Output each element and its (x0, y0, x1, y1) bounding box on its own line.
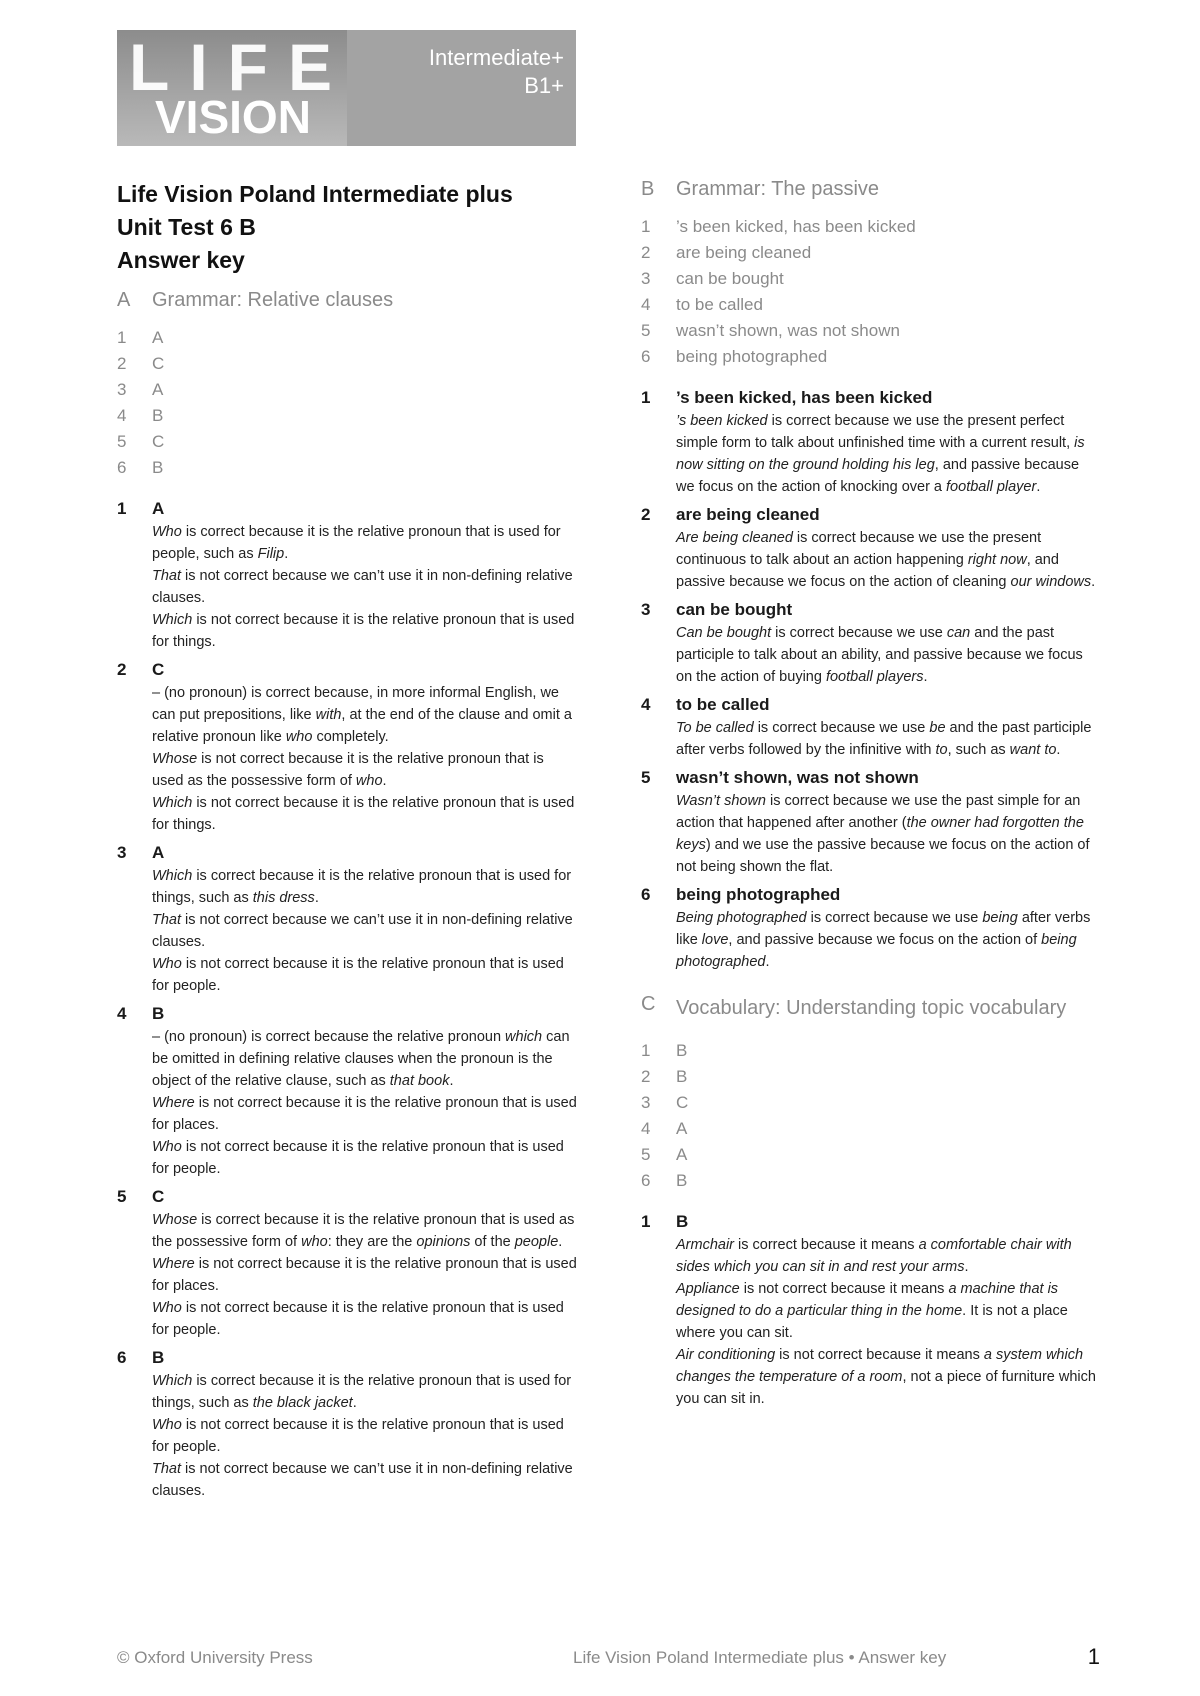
answer-key-item (641, 1038, 1101, 1064)
text-run: . (765, 954, 770, 970)
item-number: 1 (641, 217, 651, 236)
explanation-answer: A (152, 843, 165, 862)
text-run: ) and we use the passive because we focus on the action of not being shown the flat. (676, 837, 1090, 875)
section-title: Grammar: The passive (676, 178, 880, 200)
text-run: is not correct because it means (775, 1347, 984, 1363)
explanation-number: 3 (117, 843, 127, 862)
explanation-item (641, 693, 1101, 761)
italic-term: Are being cleaned (676, 530, 793, 546)
text-run: . (964, 1259, 969, 1275)
answer-key-item (641, 266, 1101, 292)
item-answer: A (152, 380, 164, 399)
item-number: 6 (641, 347, 651, 366)
explanation-number: 6 (117, 1348, 127, 1367)
italic-term: right now (967, 552, 1027, 568)
answer-key-item (641, 1064, 1101, 1090)
explanation-answer: being photographed (676, 885, 841, 904)
italic-term: a comfortable chair with sides which you can sit in and rest your arms (676, 1237, 1072, 1275)
italic-term: Who (152, 524, 182, 540)
section-b (641, 176, 1101, 973)
text-run: – (no pronoun) is correct because the relative pronoun (152, 1029, 506, 1045)
explanation-text (152, 521, 577, 565)
explanation-body (676, 503, 1101, 593)
explanation-text (152, 682, 577, 748)
item-answer: B (676, 1041, 688, 1060)
explanation-answer: A (152, 499, 165, 518)
item-answer: are being cleaned (676, 243, 812, 262)
italic-term: who (301, 1234, 328, 1250)
answer-key-item (641, 1116, 1101, 1142)
text-run: is correct because we use the present continuous to talk about an action happening (676, 530, 1042, 568)
item-answer: A (152, 328, 164, 347)
answer-key-item (117, 351, 577, 377)
italic-term: this dress (252, 890, 315, 906)
answer-key-item (117, 429, 577, 455)
text-run: . (314, 890, 319, 906)
italic-term: which (505, 1029, 543, 1045)
explanation-answer: C (152, 660, 165, 679)
text-run: . (284, 546, 289, 562)
italic-term: Where (152, 1256, 195, 1272)
text-run: . (1056, 742, 1061, 758)
item-number: 4 (641, 295, 651, 314)
italic-term: love (701, 932, 729, 948)
text-run: is correct because it is the relative pronoun that is used for things, such as (152, 868, 572, 906)
explanation-text (152, 748, 577, 792)
explanation-text (676, 1344, 1101, 1410)
item-answer: ’s been kicked, has been kicked (676, 217, 916, 236)
explanation-text (676, 907, 1101, 973)
answer-key-list (117, 325, 577, 481)
text-run: , and passive because we focus on the action of knocking over a (676, 457, 1080, 495)
explanation-number: 5 (641, 768, 651, 787)
text-run: . (382, 773, 387, 789)
italic-term: the black jacket (252, 1395, 353, 1411)
italic-term: to (935, 742, 948, 758)
item-number: 1 (641, 1041, 651, 1060)
explanation-item (641, 386, 1101, 498)
section-heading (641, 176, 1101, 202)
explanation-item (641, 1210, 1101, 1410)
text-run: is correct because we use (806, 910, 983, 926)
item-answer: B (152, 458, 164, 477)
explanation-answer: C (152, 1187, 165, 1206)
section-title: Vocabulary: Understanding topic vocabulary (676, 997, 1067, 1019)
italic-term: Which (152, 612, 193, 628)
section-heading (117, 287, 577, 313)
explanation-answer: wasn’t shown, was not shown (676, 768, 919, 787)
section-title: Grammar: Relative clauses (152, 289, 394, 311)
section-letter: A (117, 289, 131, 311)
item-number: 2 (641, 1067, 651, 1086)
item-number: 5 (641, 321, 651, 340)
item-number: 6 (641, 1171, 651, 1190)
explanation-body (676, 386, 1101, 498)
title-line-3: Answer key (117, 247, 245, 273)
item-number: 5 (117, 432, 127, 451)
italic-term: be (929, 720, 946, 736)
explanation-item (117, 497, 577, 653)
explanation-answer: are being cleaned (676, 505, 820, 524)
explanation-answer: to be called (676, 695, 770, 714)
explanation-answer: B (676, 1212, 689, 1231)
explanation-item (117, 1346, 577, 1502)
italic-term: who (285, 729, 313, 745)
answer-key-item (117, 403, 577, 429)
explanation-body (152, 841, 577, 997)
explanation-item (641, 766, 1101, 878)
italic-term: want to (1009, 742, 1057, 758)
explanation-text (152, 1092, 577, 1136)
document-title (117, 178, 577, 277)
right-column (641, 176, 1101, 1415)
item-answer: C (152, 354, 165, 373)
page-footer (117, 1646, 1100, 1674)
text-run: is correct because it means (734, 1237, 919, 1253)
explanation-text (152, 1209, 577, 1253)
italic-term: That (152, 912, 182, 928)
text-run: is correct because it is the relative pronoun that is used for people, such as (152, 524, 561, 562)
item-number: 4 (117, 406, 127, 425)
answer-key-item (641, 344, 1101, 370)
italic-term: Whose (152, 1212, 198, 1228)
text-run: and the past participle to talk about an ability, and passive because we focus on the action of buying (676, 625, 1083, 685)
text-run: is not correct because we can’t use it in non-defining relative clauses. (152, 1461, 573, 1499)
text-run: is not correct because it is the relative pronoun that is used for places. (152, 1256, 577, 1294)
item-answer: C (676, 1093, 689, 1112)
level-line-2: B1+ (524, 73, 564, 98)
explanation-text (152, 565, 577, 609)
explanation-text (676, 622, 1101, 688)
answer-key-item (117, 377, 577, 403)
italic-term: Appliance (676, 1281, 740, 1297)
item-number: 6 (117, 458, 127, 477)
explanation-body (676, 1210, 1101, 1410)
item-answer: C (152, 432, 165, 451)
explanation-item (117, 841, 577, 997)
italic-term: Wasn’t shown (676, 793, 766, 809)
italic-term: can (946, 625, 971, 641)
explanation-text (152, 1297, 577, 1341)
explanation-text (152, 1026, 577, 1092)
item-answer: can be bought (676, 269, 784, 288)
text-run: is not correct because it is the relative pronoun that is used for things. (152, 612, 575, 650)
explanation-item (117, 1002, 577, 1180)
item-number: 2 (641, 243, 651, 262)
explanation-number: 6 (641, 885, 651, 904)
item-number: 3 (641, 1093, 651, 1112)
explanation-text (676, 790, 1101, 878)
text-run: . (449, 1073, 454, 1089)
italic-term: Who (152, 1139, 182, 1155)
explanation-answer: B (152, 1348, 165, 1367)
item-number: 1 (117, 328, 127, 347)
text-run: is correct because it is the relative pronoun that is used as the possessive form of (152, 1212, 575, 1250)
explanation-number: 5 (117, 1187, 127, 1206)
text-run: is correct because we use the present perfect simple form to talk about unfinished time with a current result, (676, 413, 1075, 451)
explanation-text (152, 1458, 577, 1502)
item-number: 3 (117, 380, 127, 399)
answer-key-item (641, 292, 1101, 318)
item-answer: A (676, 1145, 688, 1164)
italic-term: who (355, 773, 383, 789)
italic-term: Air conditioning (676, 1347, 776, 1363)
explanation-item (641, 503, 1101, 593)
text-run: is correct because we use (771, 625, 947, 641)
section-letter: B (641, 178, 655, 200)
text-run: : they are the (327, 1234, 417, 1250)
italic-term: Which (152, 868, 193, 884)
section-letter: C (641, 993, 656, 1015)
item-answer: B (152, 406, 164, 425)
italic-term: Who (152, 1417, 182, 1433)
text-run: completely. (312, 729, 389, 745)
text-run: is correct because we use the past simple for an action that happened after another ( (676, 793, 1081, 831)
italic-term: being (982, 910, 1018, 926)
italic-term: football players (825, 669, 924, 685)
text-run: , and passive because we focus on the action of cleaning (676, 552, 1059, 590)
answer-key-item (641, 1142, 1101, 1168)
item-answer: B (676, 1171, 688, 1190)
explanation-body (152, 658, 577, 836)
italic-term: with (315, 707, 342, 723)
italic-term: that book (389, 1073, 450, 1089)
answer-key-item (641, 1168, 1101, 1194)
answer-key-item (641, 240, 1101, 266)
italic-term: Who (152, 1300, 182, 1316)
italic-term: Who (152, 956, 182, 972)
italic-term: people (514, 1234, 559, 1250)
explanation-number: 1 (117, 499, 127, 518)
text-run: is not correct because it is the relative pronoun that is used for people. (152, 1300, 564, 1338)
italic-term: To be called (676, 720, 754, 736)
explanation-item (641, 883, 1101, 973)
answer-key-item (641, 1090, 1101, 1116)
answer-key-item (117, 325, 577, 351)
explanation-number: 2 (117, 660, 127, 679)
italic-term: Whose (152, 751, 198, 767)
answer-key-item (641, 318, 1101, 344)
left-column (117, 178, 577, 1507)
item-number: 4 (641, 1119, 651, 1138)
italic-term: being photographed (676, 932, 1077, 970)
answer-key-list (641, 1038, 1101, 1194)
title-line-1: Life Vision Poland Intermediate plus (117, 181, 513, 207)
explanation-text (152, 792, 577, 836)
explanation-text (152, 909, 577, 953)
text-run: , not a piece of furniture which you can sit in. (676, 1369, 1096, 1407)
explanation-text (152, 865, 577, 909)
answer-key-item (117, 455, 577, 481)
explanation-text (676, 717, 1101, 761)
explanation-body (676, 598, 1101, 688)
text-run: is correct because we use (753, 720, 930, 736)
explanation-body (152, 1346, 577, 1502)
italic-term: Which (152, 1373, 193, 1389)
explanation-body (152, 1185, 577, 1341)
explanation-text (676, 527, 1101, 593)
item-answer: A (676, 1119, 688, 1138)
explanation-number: 4 (117, 1004, 127, 1023)
text-run: of the (470, 1234, 515, 1250)
footer-copyright: © Oxford University Press (117, 1648, 313, 1667)
level-line-1: Intermediate+ (428, 45, 564, 70)
italic-term: Armchair (676, 1237, 735, 1253)
text-run: . (923, 669, 928, 685)
text-run: can be omitted in defining relative clauses when the pronoun is the object of the relative clause, such as (152, 1029, 570, 1089)
explanation-answer: ’s been kicked, has been kicked (676, 388, 933, 407)
section-heading (641, 991, 1101, 1026)
item-number: 5 (641, 1145, 651, 1164)
page-number: 1 (1087, 1644, 1100, 1669)
item-answer: wasn’t shown, was not shown (676, 321, 900, 340)
explanation-text (152, 1136, 577, 1180)
title-line-2: Unit Test 6 B (117, 214, 256, 240)
text-run: , such as (947, 742, 1010, 758)
italic-term: is now sitting on the ground holding his leg (676, 435, 1085, 473)
text-run: . It is not a place where you can sit. (676, 1303, 1068, 1341)
italic-term: the owner had forgotten the keys (676, 815, 1084, 853)
explanation-text (152, 1370, 577, 1414)
italic-term: ’s been kicked (676, 413, 768, 429)
answer-key-list (641, 214, 1101, 370)
item-answer: being photographed (676, 347, 828, 366)
header-banner (117, 30, 576, 146)
item-number: 3 (641, 269, 651, 288)
explanation-number: 2 (641, 505, 651, 524)
italic-term: football player (946, 479, 1037, 495)
explanation-item (117, 658, 577, 836)
explanation-answer: B (152, 1004, 165, 1023)
text-run: , at the end of the clause and omit a relative pronoun like (152, 707, 572, 745)
text-run: is not correct because we can’t use it in non-defining relative clauses. (152, 912, 573, 950)
item-answer: B (676, 1067, 688, 1086)
explanation-text (676, 1234, 1101, 1278)
section-c (641, 991, 1101, 1410)
text-run: is not correct because it is the relative pronoun that is used for places. (152, 1095, 577, 1133)
italic-term: our windows (1010, 574, 1092, 590)
text-run: . (1091, 574, 1096, 590)
italic-term: a system which changes the temperature of a room (676, 1347, 1084, 1385)
explanation-text (152, 953, 577, 997)
explanation-text (676, 410, 1101, 498)
footer-title: Life Vision Poland Intermediate plus • Answer key (573, 1648, 947, 1667)
explanation-item (641, 598, 1101, 688)
text-run: . (558, 1234, 563, 1250)
text-run: is not correct because we can’t use it in non-defining relative clauses. (152, 568, 573, 606)
italic-term: Being photographed (676, 910, 807, 926)
italic-term: Which (152, 795, 193, 811)
explanation-text (152, 1253, 577, 1297)
text-run: after verbs like (676, 910, 1091, 948)
text-run: . (352, 1395, 357, 1411)
text-run: is not correct because it is the relative pronoun that is used for people. (152, 1139, 564, 1177)
explanation-item (117, 1185, 577, 1341)
answer-key-item (641, 214, 1101, 240)
italic-term: a machine that is designed to do a particular thing in the home (676, 1281, 1059, 1319)
italic-term: That (152, 1461, 182, 1477)
explanation-body (676, 693, 1101, 761)
italic-term: That (152, 568, 182, 584)
explanation-answer: can be bought (676, 600, 793, 619)
explanation-body (676, 766, 1101, 878)
italic-term: Filip (257, 546, 285, 562)
text-run: is not correct because it is the relative pronoun that is used for people. (152, 1417, 564, 1455)
text-run: is not correct because it is the relative pronoun that is used for things. (152, 795, 575, 833)
explanation-text (676, 1278, 1101, 1344)
explanation-number: 1 (641, 388, 651, 407)
logo-life: LIFE (129, 30, 352, 104)
explanation-body (676, 883, 1101, 973)
text-run: and the past participle after verbs followed by the infinitive with (676, 720, 1092, 758)
logo-vision: VISION (155, 91, 311, 143)
text-run: – (no pronoun) is correct because, in more informal English, we can put prepositions, like (152, 685, 559, 723)
explanation-text (152, 1414, 577, 1458)
italic-term: Where (152, 1095, 195, 1111)
item-number: 2 (117, 354, 127, 373)
explanation-number: 1 (641, 1212, 651, 1231)
explanation-text (152, 609, 577, 653)
explanation-number: 3 (641, 600, 651, 619)
section-a (117, 287, 577, 1502)
text-run: , and passive because we focus on the action of (728, 932, 1042, 948)
italic-term: opinions (416, 1234, 471, 1250)
text-run: is not correct because it is the relative pronoun that is used for people. (152, 956, 564, 994)
explanation-body (152, 497, 577, 653)
italic-term: Can be bought (676, 625, 772, 641)
text-run: is not correct because it means (739, 1281, 949, 1297)
text-run: is not correct because it is the relative pronoun that is used as the possessive form of (152, 751, 544, 789)
text-run: . (1036, 479, 1041, 495)
explanation-number: 4 (641, 695, 651, 714)
level-badge (429, 44, 564, 100)
item-answer: to be called (676, 295, 763, 314)
text-run: is correct because it is the relative pronoun that is used for things, such as (152, 1373, 572, 1411)
explanation-body (152, 1002, 577, 1180)
